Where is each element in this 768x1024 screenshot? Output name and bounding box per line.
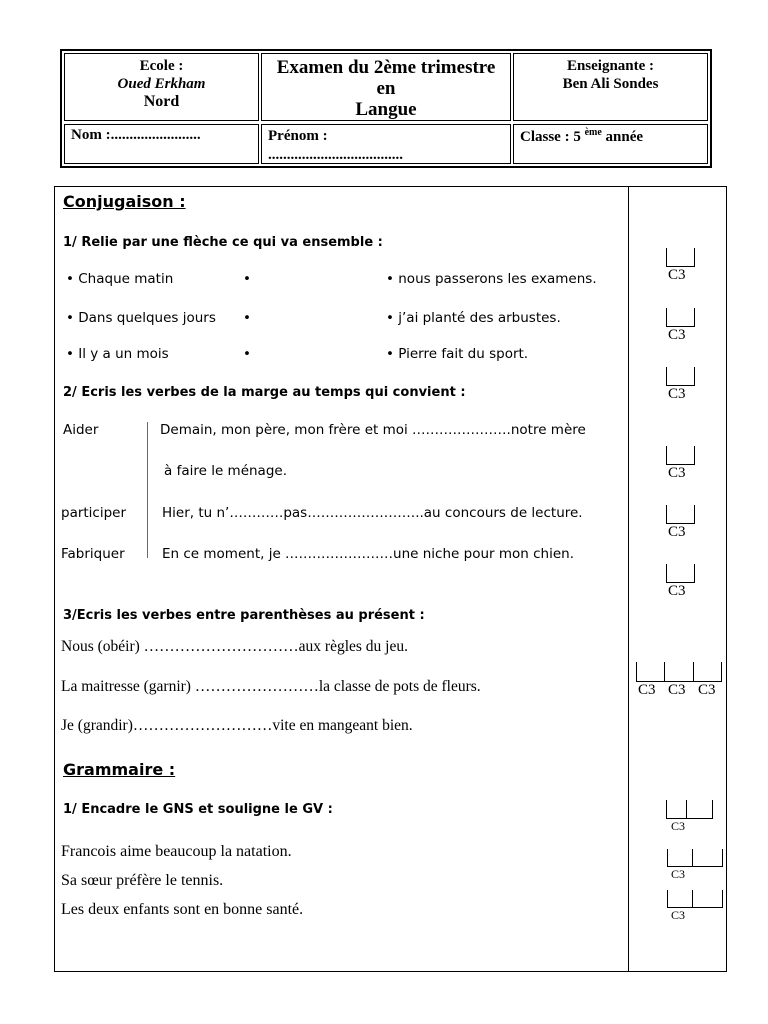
- score-box-g1[interactable]: [666, 800, 713, 819]
- score-box-q3-separator: [664, 662, 665, 682]
- class-suffix: année: [605, 129, 644, 145]
- q2-sentence-1[interactable]: Demain, mon père, mon frère et moi ………………….notre mère: [160, 422, 586, 438]
- q3-sentence-3[interactable]: Je (grandir)………………………vite en mangeant bien.: [61, 717, 413, 734]
- match-dot-3[interactable]: •: [243, 346, 251, 362]
- score-box-q2c[interactable]: [666, 564, 695, 583]
- q3-instruction: 3/Ecris les verbes entre parenthèses au présent :: [63, 608, 425, 623]
- score-label: C3: [668, 682, 686, 698]
- q3-sentence-2[interactable]: La maitresse (garnir) ……………………la classe de pots de fleurs.: [61, 678, 481, 695]
- score-box-g2[interactable]: [667, 849, 723, 867]
- score-label: C3: [668, 524, 686, 540]
- exam-title-line1: Examen du 2ème trimestre: [276, 57, 496, 78]
- score-label: C3: [668, 465, 686, 481]
- match-right-1[interactable]: • nous passerons les examens.: [386, 271, 597, 287]
- score-box-q1a[interactable]: [666, 248, 695, 267]
- match-dot-2[interactable]: •: [243, 310, 251, 326]
- conjugaison-title: Conjugaison :: [63, 192, 186, 211]
- match-left-3[interactable]: • Il y a un mois: [66, 346, 169, 362]
- q2-instruction: 2/ Ecris les verbes de la marge au temps qui convient :: [63, 385, 466, 400]
- verb-fabriquer: Fabriquer: [61, 546, 125, 562]
- q2-sentence-2[interactable]: Hier, tu n’…………pas……………………..au concours de lecture.: [162, 505, 583, 521]
- verb-aider: Aider: [63, 422, 99, 438]
- grammar-q1-instruction: 1/ Encadre le GNS et souligne le GV :: [63, 802, 333, 817]
- score-box-g1-separator: [686, 800, 687, 819]
- score-label: C3: [671, 908, 686, 922]
- school-region: Nord: [143, 93, 180, 110]
- teacher-name: Ben Ali Sondes: [562, 76, 659, 92]
- grammaire-title: Grammaire :: [63, 760, 176, 779]
- score-label: C3: [668, 327, 686, 343]
- grammar-sentence-3[interactable]: Les deux enfants sont en bonne santé.: [61, 901, 304, 918]
- match-dot-1[interactable]: •: [243, 271, 251, 287]
- score-box-q1c[interactable]: [666, 367, 695, 386]
- score-column-divider: [628, 186, 629, 972]
- score-label: C3: [638, 682, 656, 698]
- match-right-2[interactable]: • j’ai planté des arbustes.: [386, 310, 561, 326]
- firstname-label: Prénom :: [268, 128, 328, 144]
- exam-title-cell: [261, 53, 511, 121]
- grammar-sentence-1[interactable]: Francois aime beaucoup la natation.: [61, 843, 292, 860]
- score-box-g2-separator: [692, 849, 693, 867]
- teacher-cell: [513, 53, 708, 121]
- score-label: C3: [668, 267, 686, 283]
- score-box-g3[interactable]: [667, 890, 723, 908]
- class-sup: ème: [584, 127, 602, 138]
- class-field: [513, 124, 708, 164]
- school-name: Oued Erkham: [117, 76, 206, 92]
- score-box-q3[interactable]: [636, 662, 722, 682]
- verb-participer: participer: [61, 505, 127, 521]
- school-cell: [64, 53, 259, 121]
- class-prefix: Classe : 5: [520, 129, 581, 145]
- q3-sentence-1[interactable]: Nous (obéir) …………………………aux règles du jeu.: [61, 638, 408, 655]
- score-label: C3: [668, 386, 686, 402]
- q2-sentence-3[interactable]: En ce moment, je ……………………une niche pour mon chien.: [162, 546, 575, 562]
- header-table: [64, 53, 708, 164]
- school-label: Ecole :: [139, 58, 184, 74]
- score-box-q3-separator: [693, 662, 694, 682]
- q2-sentence-1-cont: à faire le ménage.: [164, 463, 287, 479]
- grammar-sentence-2[interactable]: Sa sœur préfère le tennis.: [61, 872, 224, 889]
- name-field[interactable]: [64, 124, 259, 164]
- score-label: C3: [671, 819, 686, 833]
- teacher-label: Enseignante :: [566, 58, 655, 74]
- score-label: C3: [668, 583, 686, 599]
- exam-title-line3: Langue: [355, 99, 417, 120]
- score-box-q1b[interactable]: [666, 308, 695, 327]
- score-label: C3: [698, 682, 716, 698]
- firstname-dots: ....................................: [268, 147, 403, 163]
- score-label: C3: [671, 867, 686, 881]
- match-right-3[interactable]: • Pierre fait du sport.: [386, 346, 529, 362]
- score-box-g3-separator: [692, 890, 693, 908]
- margin-bar: [147, 422, 148, 558]
- name-label: Nom :........................: [71, 127, 201, 143]
- match-left-2[interactable]: • Dans quelques jours: [66, 310, 216, 326]
- score-box-q2a[interactable]: [666, 446, 695, 465]
- firstname-field[interactable]: [261, 124, 511, 164]
- exam-title-line2: en: [376, 78, 396, 99]
- match-left-1[interactable]: • Chaque matin: [66, 271, 174, 287]
- q1-instruction: 1/ Relie par une flèche ce qui va ensemble :: [63, 235, 383, 250]
- score-box-q2b[interactable]: [666, 505, 695, 524]
